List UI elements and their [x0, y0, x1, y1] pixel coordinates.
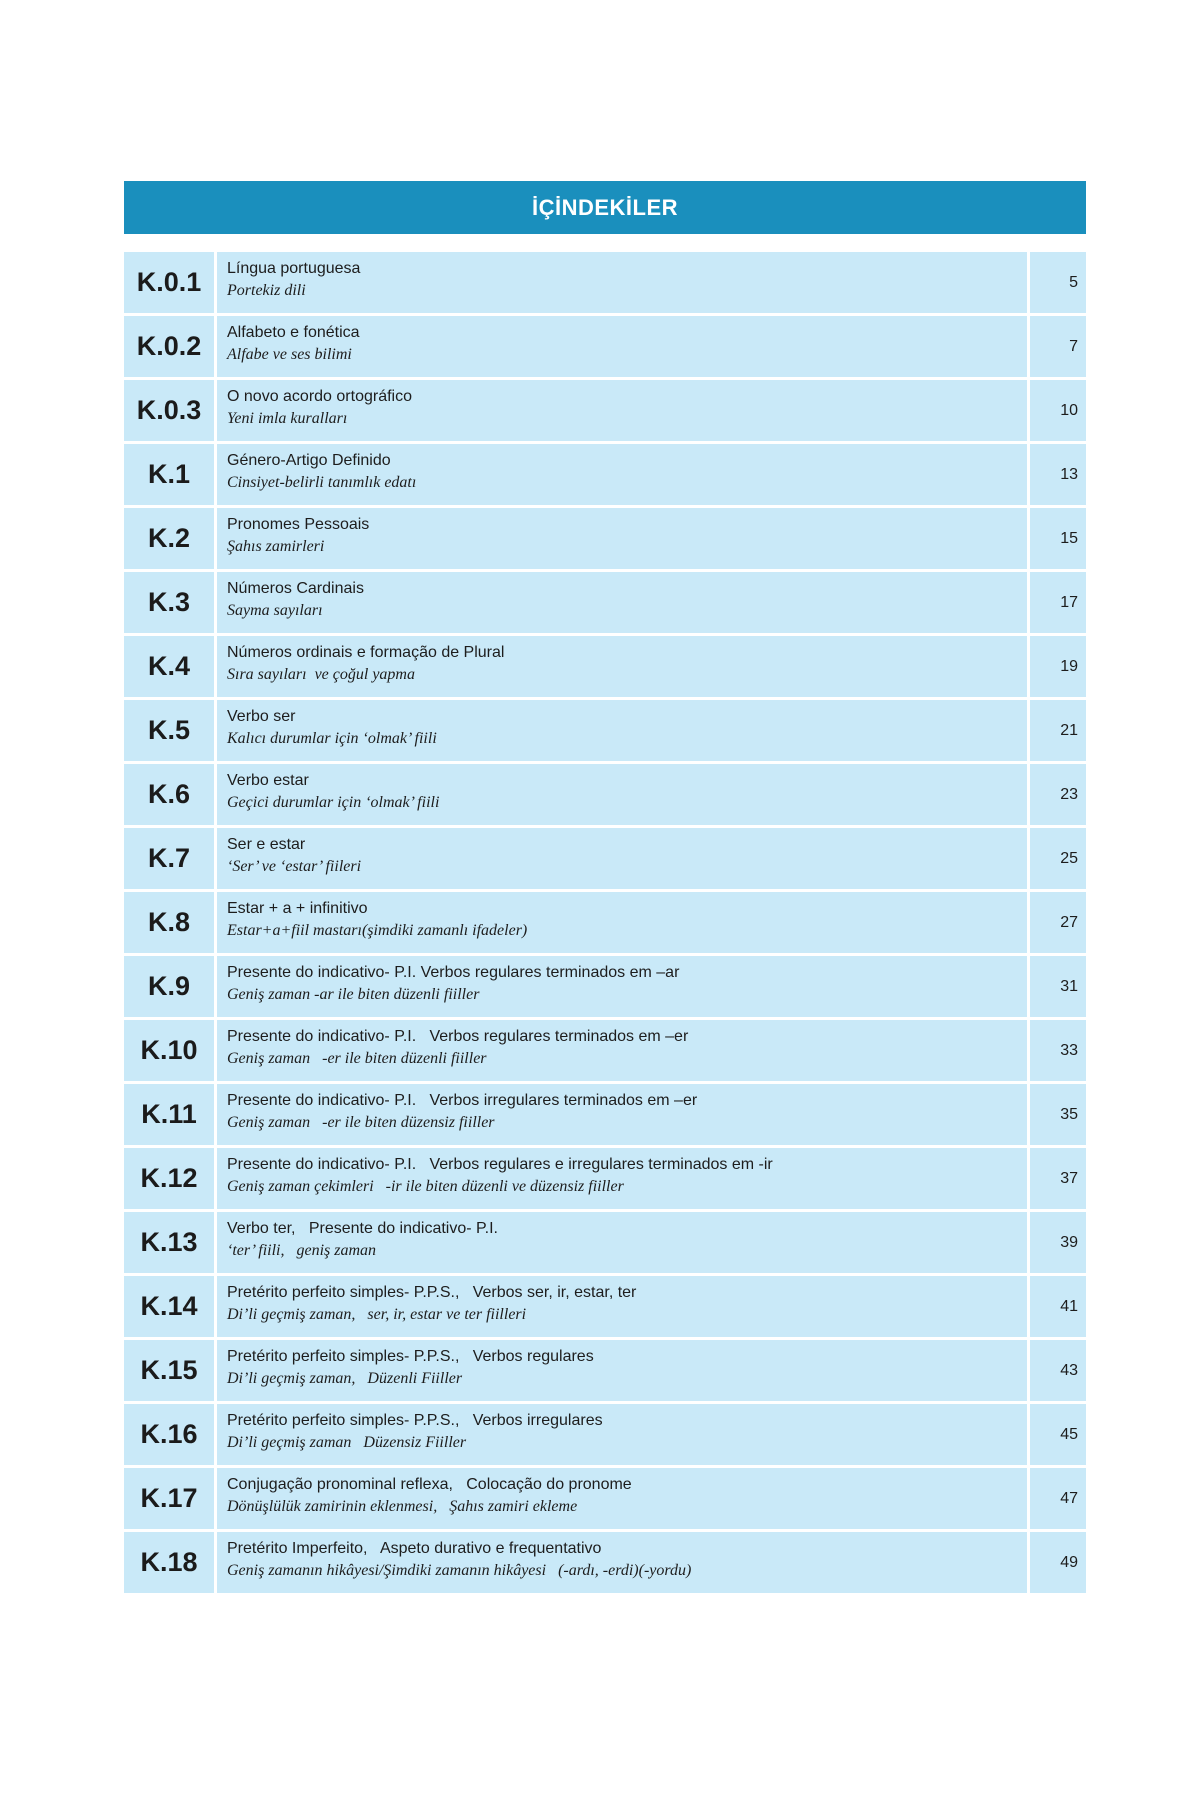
toc-row[interactable]: [124, 252, 1086, 313]
toc-header: [124, 181, 1086, 234]
page-number: 45: [1030, 1404, 1086, 1465]
page-number: 17: [1030, 572, 1086, 633]
chapter-title-pt: Números Cardinais: [227, 580, 364, 597]
chapter-title-pt: Presente do indicativo- P.I. Verbos irregulares terminados em –er: [227, 1092, 698, 1109]
toc-row[interactable]: [124, 1148, 1086, 1209]
chapter-code: K.5: [124, 700, 214, 761]
toc-row[interactable]: [124, 572, 1086, 633]
table-of-contents: [124, 181, 1086, 1596]
page-number: 10: [1030, 380, 1086, 441]
chapter-code: K.3: [124, 572, 214, 633]
toc-row[interactable]: [124, 956, 1086, 1017]
chapter-title-tr: Geniş zamanın hikâyesi/Şimdiki zamanın hikâyesi (-ardı, -erdi)(-yordu): [227, 1562, 692, 1579]
page-number: 39: [1030, 1212, 1086, 1273]
chapter-title-cell: [217, 1148, 1027, 1209]
chapter-title-tr: Di’li geçmiş zaman Düzensiz Fiiller: [227, 1434, 467, 1451]
page-number: 41: [1030, 1276, 1086, 1337]
toc-title: İÇİNDEKİLER: [531, 194, 679, 220]
chapter-title-cell: [217, 572, 1027, 633]
toc-row[interactable]: [124, 316, 1086, 377]
chapter-title-tr: ‘ter’ fiili, geniş zaman: [227, 1242, 377, 1259]
toc-row[interactable]: [124, 1468, 1086, 1529]
chapter-title-pt: Pretérito perfeito simples- P.P.S., Verbos ser, ir, estar, ter: [227, 1284, 637, 1301]
page-number: 43: [1030, 1340, 1086, 1401]
chapter-title-cell: [217, 636, 1027, 697]
chapter-code: K.1: [124, 444, 214, 505]
toc-row[interactable]: [124, 892, 1086, 953]
chapter-title-cell: [217, 892, 1027, 953]
chapter-title-cell: [217, 764, 1027, 825]
chapter-title-cell: [217, 956, 1027, 1017]
chapter-title-pt: Pretérito perfeito simples- P.P.S., Verbos regulares: [227, 1348, 594, 1365]
chapter-title-cell: [217, 508, 1027, 569]
chapter-title-pt: Pronomes Pessoais: [227, 516, 370, 533]
chapter-title-pt: Presente do indicativo- P.I. Verbos regulares terminados em –ar: [227, 964, 680, 981]
toc-row[interactable]: [124, 508, 1086, 569]
chapter-title-pt: Presente do indicativo- P.I. Verbos regulares terminados em –er: [227, 1028, 689, 1045]
chapter-code: K.17: [124, 1468, 214, 1529]
chapter-code: K.11: [124, 1084, 214, 1145]
chapter-title-pt: Estar + a + infinitivo: [227, 900, 368, 917]
chapter-title-tr: Di’li geçmiş zaman, Düzenli Fiiller: [227, 1370, 463, 1387]
chapter-title-cell: [217, 1340, 1027, 1401]
chapter-title-cell: [217, 444, 1027, 505]
chapter-code: K.16: [124, 1404, 214, 1465]
page-number: 37: [1030, 1148, 1086, 1209]
toc-row[interactable]: [124, 764, 1086, 825]
chapter-code: K.6: [124, 764, 214, 825]
chapter-title-tr: Geniş zaman -ar ile biten düzenli fiiller: [227, 986, 480, 1003]
chapter-title-cell: [217, 1084, 1027, 1145]
page-number: 31: [1030, 956, 1086, 1017]
chapter-title-pt: Alfabeto e fonética: [227, 324, 360, 341]
chapter-title-pt: O novo acordo ortográfico: [227, 388, 412, 405]
chapter-title-cell: [217, 700, 1027, 761]
chapter-code: K.2: [124, 508, 214, 569]
chapter-title-tr: Yeni imla kuralları: [227, 410, 348, 427]
chapter-code: K.18: [124, 1532, 214, 1593]
toc-row[interactable]: [124, 1340, 1086, 1401]
chapter-title-pt: Números ordinais e formação de Plural: [227, 644, 505, 661]
chapter-code: K.0.2: [124, 316, 214, 377]
chapter-title-cell: [217, 252, 1027, 313]
chapter-title-tr: Kalıcı durumlar için ‘olmak’ fiili: [227, 730, 437, 747]
chapter-title-cell: [217, 1468, 1027, 1529]
toc-row[interactable]: [124, 1404, 1086, 1465]
chapter-title-pt: Verbo ser: [227, 708, 296, 725]
chapter-title-pt: Língua portuguesa: [227, 260, 361, 277]
chapter-title-cell: [217, 828, 1027, 889]
chapter-title-tr: Dönüşlülük zamirinin eklenmesi, Şahıs zamiri ekleme: [227, 1498, 578, 1515]
toc-row[interactable]: [124, 1020, 1086, 1081]
toc-row[interactable]: [124, 636, 1086, 697]
page-number: 15: [1030, 508, 1086, 569]
chapter-code: K.14: [124, 1276, 214, 1337]
chapter-title-tr: Di’li geçmiş zaman, ser, ir, estar ve ter fiilleri: [227, 1306, 527, 1323]
page-number: 13: [1030, 444, 1086, 505]
chapter-title-pt: Ser e estar: [227, 836, 306, 853]
toc-row[interactable]: [124, 1276, 1086, 1337]
chapter-title-cell: [217, 1212, 1027, 1273]
chapter-code: K.12: [124, 1148, 214, 1209]
page-number: 21: [1030, 700, 1086, 761]
toc-row[interactable]: [124, 1212, 1086, 1273]
chapter-code: K.10: [124, 1020, 214, 1081]
chapter-title-tr: Geniş zaman çekimleri -ir ile biten düzenli ve düzensiz fiiller: [227, 1178, 624, 1195]
chapter-title-tr: Geniş zaman -er ile biten düzensiz fiiller: [227, 1114, 495, 1131]
chapter-title-tr: Estar+a+fiil mastarı(şimdiki zamanlı ifadeler): [227, 922, 528, 939]
chapter-title-pt: Pretérito Imperfeito, Aspeto durativo e frequentativo: [227, 1540, 602, 1557]
chapter-title-cell: [217, 380, 1027, 441]
page-number: 25: [1030, 828, 1086, 889]
chapter-title-tr: Sayma sayıları: [227, 602, 323, 619]
toc-row[interactable]: [124, 828, 1086, 889]
chapter-code: K.4: [124, 636, 214, 697]
chapter-title-cell: [217, 1276, 1027, 1337]
chapter-title-tr: Geniş zaman -er ile biten düzenli fiiller: [227, 1050, 487, 1067]
chapter-title-tr: Alfabe ve ses bilimi: [227, 346, 352, 363]
chapter-title-pt: Verbo estar: [227, 772, 309, 789]
toc-list: [124, 252, 1086, 1593]
chapter-code: K.8: [124, 892, 214, 953]
toc-row[interactable]: [124, 700, 1086, 761]
chapter-title-cell: [217, 316, 1027, 377]
page-number: 49: [1030, 1532, 1086, 1593]
chapter-code: K.0.3: [124, 380, 214, 441]
chapter-title-tr: Şahıs zamirleri: [227, 538, 325, 555]
toc-row[interactable]: [124, 1532, 1086, 1593]
page-number: 27: [1030, 892, 1086, 953]
page-number: 47: [1030, 1468, 1086, 1529]
toc-row[interactable]: [124, 380, 1086, 441]
toc-row[interactable]: [124, 1084, 1086, 1145]
chapter-title-tr: ‘Ser’ ve ‘estar’ fiileri: [227, 858, 362, 875]
chapter-code: K.15: [124, 1340, 214, 1401]
chapter-code: K.0.1: [124, 252, 214, 313]
chapter-title-tr: Cinsiyet-belirli tanımlık edatı: [227, 474, 417, 491]
page-number: 5: [1030, 252, 1086, 313]
chapter-title-cell: [217, 1532, 1027, 1593]
chapter-title-tr: Geçici durumlar için ‘olmak’ fiili: [227, 794, 440, 811]
chapter-title-pt: Verbo ter, Presente do indicativo- P.I.: [227, 1220, 498, 1237]
chapter-code: K.13: [124, 1212, 214, 1273]
chapter-title-tr: Sıra sayıları ve çoğul yapma: [227, 666, 415, 683]
chapter-title-pt: Presente do indicativo- P.I. Verbos regulares e irregulares terminados em -ir: [227, 1156, 773, 1173]
chapter-title-cell: [217, 1020, 1027, 1081]
chapter-title-tr: Portekiz dili: [227, 282, 306, 299]
chapter-code: K.9: [124, 956, 214, 1017]
chapter-title-pt: Conjugação pronominal reflexa, Colocação do pronome: [227, 1476, 632, 1493]
chapter-title-pt: Pretérito perfeito simples- P.P.S., Verbos irregulares: [227, 1412, 603, 1429]
chapter-title-pt: Género-Artigo Definido: [227, 452, 391, 469]
chapter-code: K.7: [124, 828, 214, 889]
page-number: 33: [1030, 1020, 1086, 1081]
page-number: 23: [1030, 764, 1086, 825]
page-number: 19: [1030, 636, 1086, 697]
toc-row[interactable]: [124, 444, 1086, 505]
chapter-title-cell: [217, 1404, 1027, 1465]
page-number: 7: [1030, 316, 1086, 377]
page-number: 35: [1030, 1084, 1086, 1145]
